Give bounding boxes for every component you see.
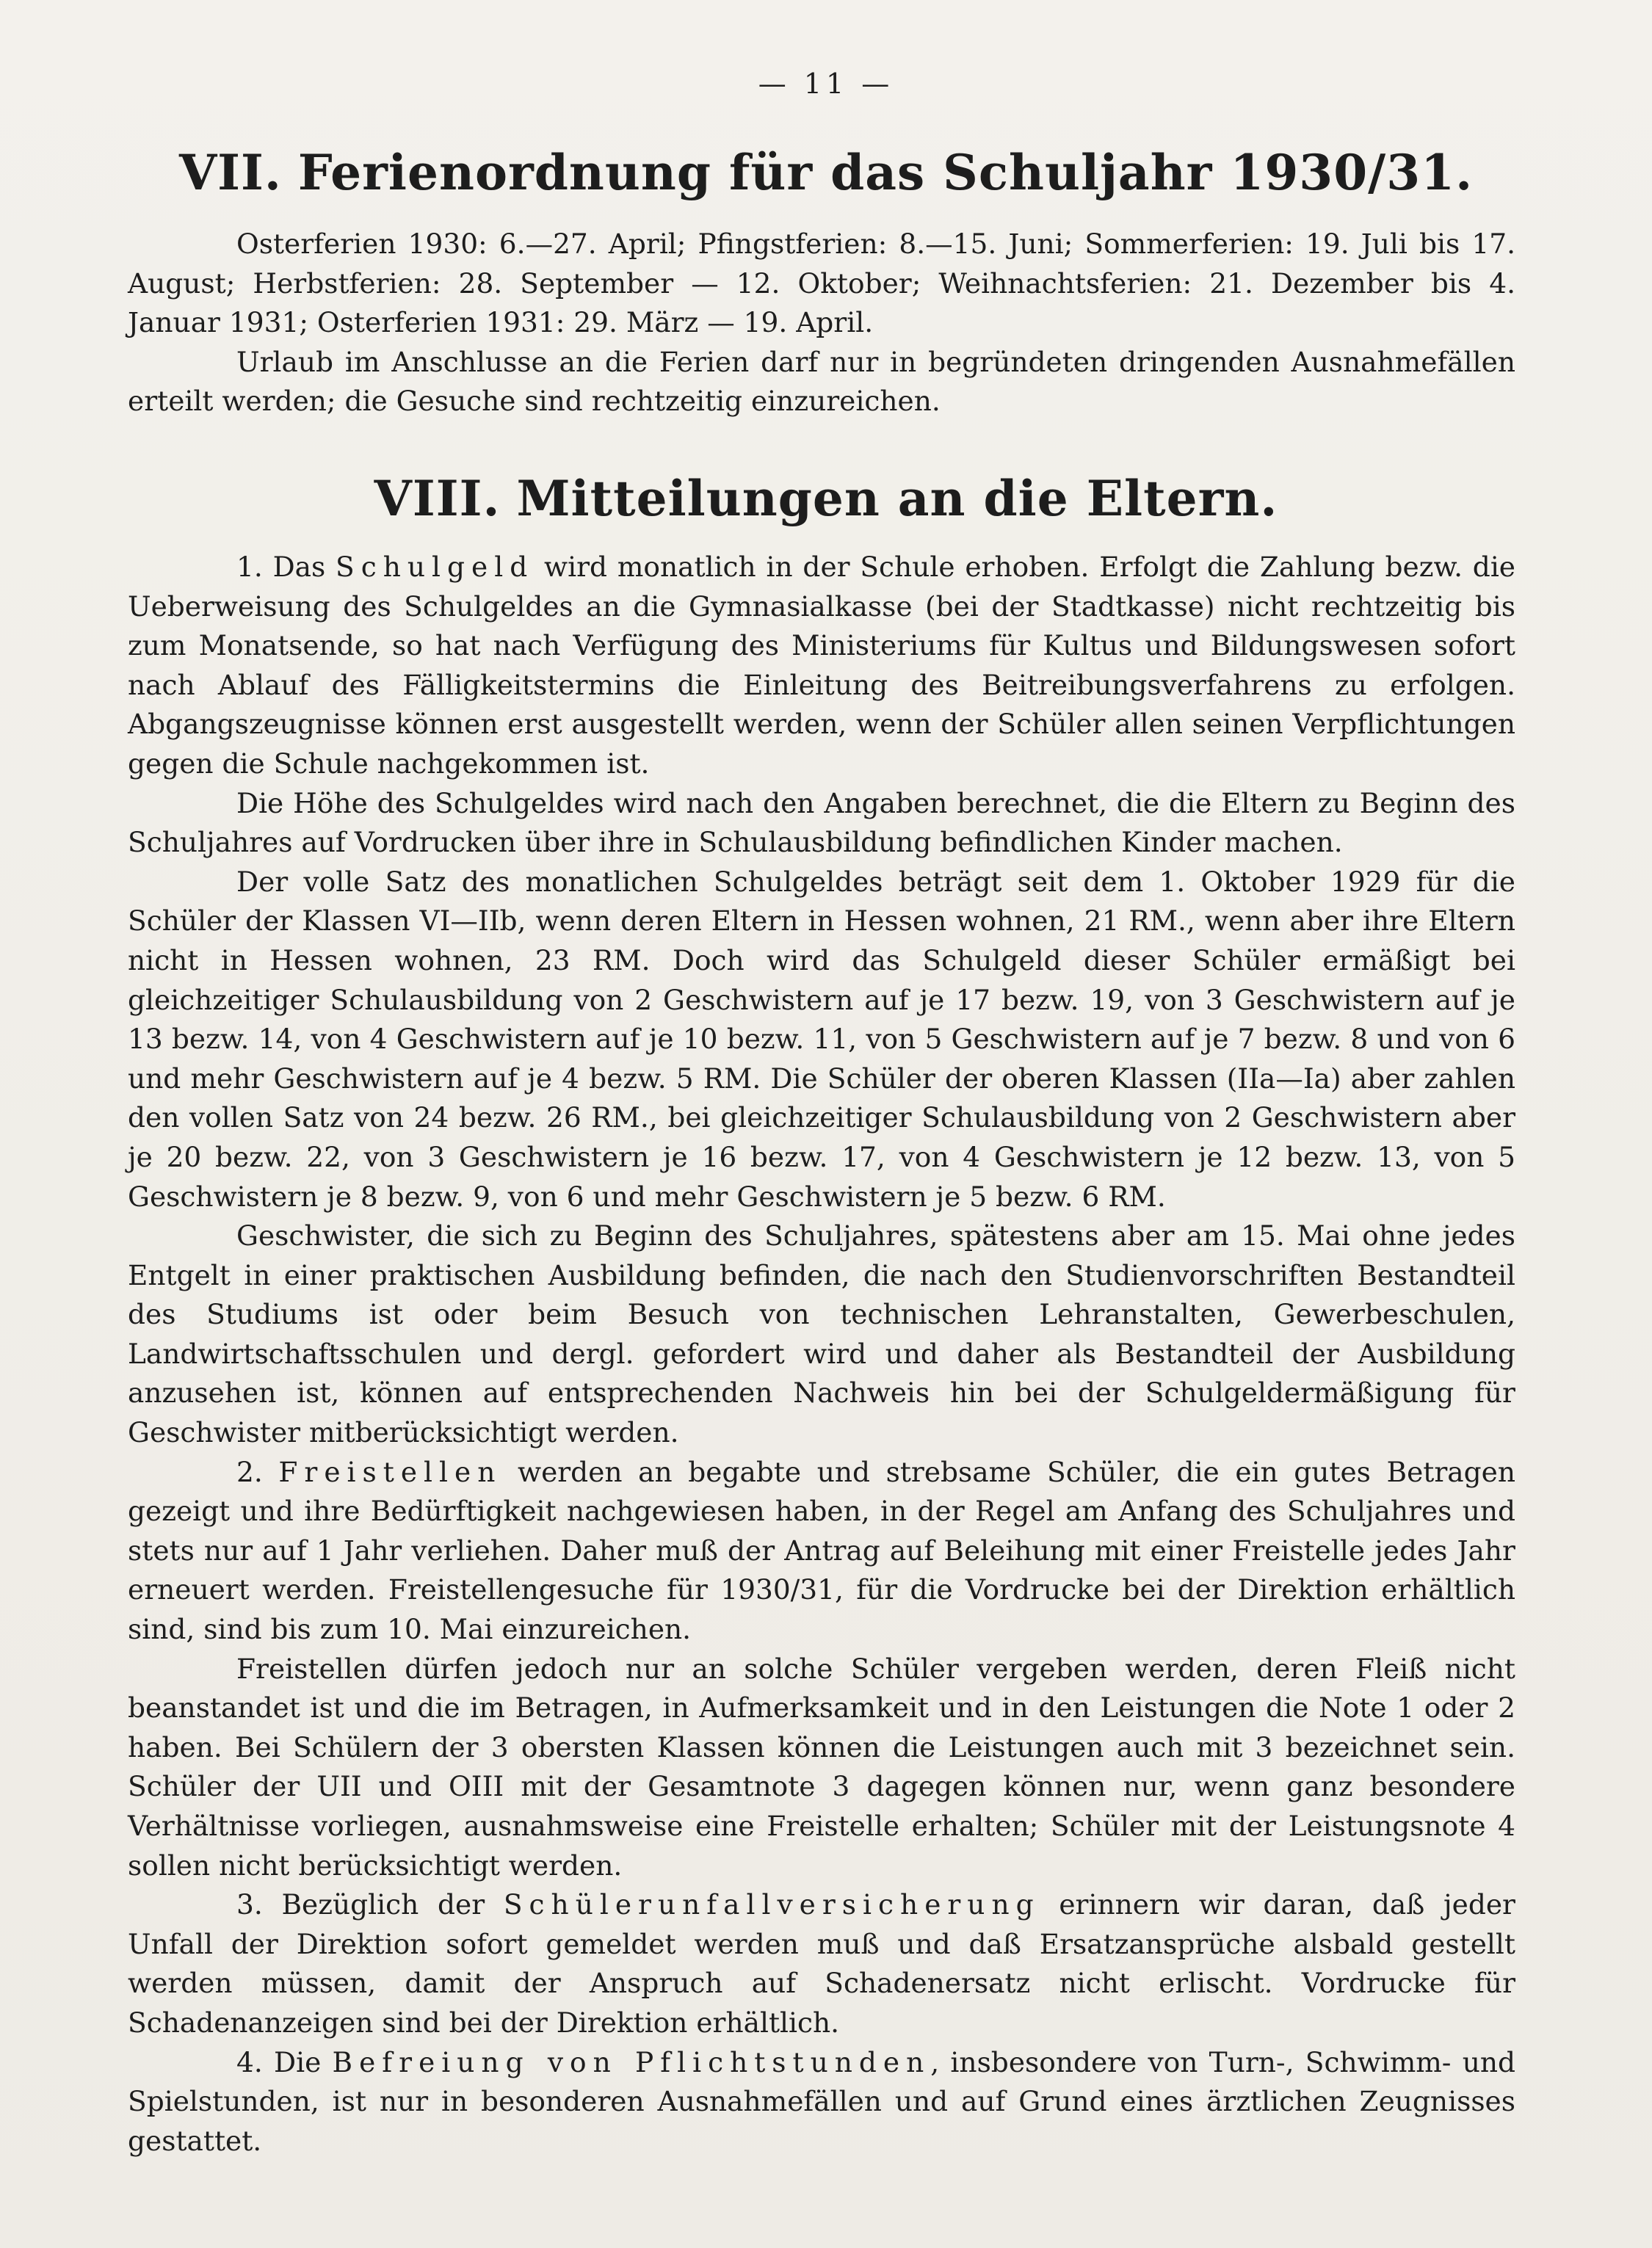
section-numeral: VII.	[178, 144, 282, 201]
item-lead: 1. Das	[236, 551, 326, 583]
paragraph-satz: Der volle Satz des monatlichen Schulgeldes beträgt seit dem 1. Oktober 1929 für die Schüler der Klassen VI—IIb, wenn deren Eltern in Hessen wohnen, 21 RM., wenn aber ihre Eltern nicht in Hessen wohnen, 23 RM. Doch wird das Schulgeld dieser Schüler ermäßigt bei gleichzeitiger Schulausbildung von 2 Geschwistern auf je 17 bezw. 19, von 3 Geschwistern auf je 13 bezw. 14, von 4 Geschwistern auf je 10 bezw. 11, von 5 Geschwistern auf je 7 bezw. 8 und von 6 und mehr Geschwistern auf je 4 bezw. 5 RM. Die Schüler der oberen Klassen (IIa—Ia) aber zahlen den vollen Satz von 24 bezw. 26 RM., bei gleichzeitiger Schulausbildung von 2 Geschwistern aber je 20 bezw. 22, von 3 Geschwistern je 16 bezw. 17, von 4 Geschwistern je 12 bezw. 13, von 5 Geschwistern je 8 bezw. 9, von 6 und mehr Geschwistern je 5 bezw. 6 RM.	[128, 865, 1515, 1213]
item-lead: 3. Bezüglich der	[236, 1888, 485, 1921]
paragraph-leave: Urlaub im Anschlusse an die Ferien darf nur in begründeten dringenden Ausnahmefällen erteilt werden; die Gesuche sind rechtzeitig einzureichen.	[128, 345, 1515, 418]
section-vii-body	[128, 225, 1515, 421]
spaced-term: Schülerunfallversicherung	[503, 1888, 1040, 1921]
section-title: Mitteilungen an die Eltern.	[516, 470, 1278, 527]
spaced-term: Befreiung von Pflichtstunden	[332, 2045, 931, 2078]
item-text: , insbesondere von Turn-, Schwimm- und Spielstunden, ist nur in besonderen Ausnahmefällen und auf Grund eines ärztlichen Zeugnisses gestattet.	[128, 2045, 1516, 2157]
item-lead: 2.	[236, 1455, 263, 1488]
paragraph-unfallversicherung	[128, 1885, 1515, 2042]
item-text: erinnern wir daran, daß jeder Unfall der Direktion sofort gemeldet werden muß und daß Ersatzansprüche alsbald gestellt werden müssen, damit der Anspruch auf Schadenersatz nicht erlischt. Vordrucke für Schadenanzeigen sind bei der Direktion erhältlich.	[128, 1888, 1515, 2039]
item-lead: 4. Die	[236, 2045, 322, 2078]
spaced-term: Freistellen	[278, 1455, 502, 1488]
section-viii-body	[128, 548, 1515, 2161]
paragraph-holidays: Osterferien 1930: 6.—27. April; Pfingstferien: 8.—15. Juni; Sommerferien: 19. Juli bis 17. August; Herbstferien: 28. September — 12. Oktober; Weihnachtsferien: 21. Dezember bis 4. Januar 1931; Osterferien 1931: 29. März — 19. April.	[128, 228, 1515, 339]
paragraph-hoehe: Die Höhe des Schulgeldes wird nach den Angaben berechnet, die die Eltern zu Beginn des Schuljahres auf Vordrucken über ihre in Schulausbildung befindlichen Kinder machen.	[128, 786, 1515, 859]
paragraph-schulgeld	[128, 548, 1515, 784]
page-number: — 11 —	[758, 68, 894, 100]
spaced-term: Schulgeld	[336, 551, 535, 583]
section-heading-vii	[0, 144, 1652, 201]
item-text: wird monatlich in der Schule erhoben. Erfolgt die Zahlung bezw. die Ueberweisung des Schulgeldes an die Gymnasialkasse (bei der Stadtkasse) nicht rechtzeitig bis zum Monatsende, so hat nach Verfügung des Ministeriums für Kultus und Bildungswesen sofort nach Ablauf des Fälligkeitstermins die Einleitung des Beitreibungsverfahrens zu erfolgen. Abgangszeugnisse können erst ausgestellt werden, wenn der Schüler allen seinen Verpflichtungen gegen die Schule nachgekommen ist.	[128, 551, 1515, 780]
paragraph-freistellen	[128, 1453, 1515, 1650]
section-numeral: VIII.	[374, 470, 501, 527]
section-heading-viii	[0, 470, 1652, 527]
section-title: Ferienordnung für das Schuljahr 1930/31.	[297, 144, 1474, 201]
paragraph-geschwister: Geschwister, die sich zu Beginn des Schuljahres, spätestens aber am 15. Mai ohne jedes Entgelt in einer praktischen Ausbildung befinden, die nach den Studienvorschriften Bestandteil des Studiums ist oder beim Besuch von technischen Lehranstalten, Gewerbeschulen, Landwirtschaftsschulen und dergl. gefordert wird und daher als Bestandteil der Ausbildung anzusehen ist, können auf entsprechenden Nachweis hin bei der Schulgeldermäßigung für Geschwister mitberücksichtigt werden.	[128, 1219, 1515, 1449]
paragraph-freistellen-conditions: Freistellen dürfen jedoch nur an solche Schüler vergeben werden, deren Fleiß nicht beanstandet ist und die im Betragen, in Aufmerksamkeit und in den Leistungen die Note 1 oder 2 haben. Bei Schülern der 3 obersten Klassen können die Leistungen auch mit 3 bezeichnet sein. Schüler der UII und OIII mit der Gesamtnote 3 dagegen können nur, wenn ganz besondere Verhältnisse vorliegen, ausnahmsweise eine Freistelle erhalten; Schüler mit der Leistungsnote 4 sollen nicht berücksichtigt werden.	[128, 1652, 1515, 1882]
paragraph-befreiung	[128, 2043, 1515, 2161]
item-text: werden an begabte und strebsame Schüler, die ein gutes Betragen gezeigt und ihre Bedürftigkeit nachgewiesen haben, in der Regel am Anfang des Schuljahres und stets nur auf 1 Jahr verliehen. Daher muß der Antrag auf Beleihung mit einer Freistelle jedes Jahr erneuert werden. Freistellengesuche für 1930/31, für die Vordrucke bei der Direktion erhältlich sind, sind bis zum 10. Mai einzureichen.	[128, 1455, 1515, 1646]
